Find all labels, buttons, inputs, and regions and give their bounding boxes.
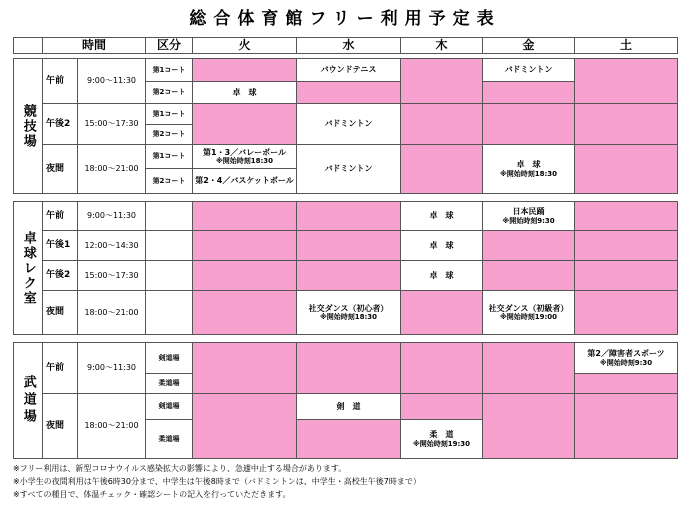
slot-gym-afternoon2-wed [296, 103, 401, 145]
slot-tt-afternoon1-wed [296, 230, 401, 261]
footnote-1: ※フリー利用は、新型コロナウイルス感染拡大の影響により、急遽中止する場合があります。 [13, 464, 347, 473]
slot-budo-night-tue [192, 393, 297, 459]
slot-tt-morning-fri [482, 201, 575, 231]
time-tt-afternoon2: 15:00～17:30 [77, 260, 146, 291]
sub-budo-morning-kendo: 剣道場 [145, 342, 193, 374]
slot-gym-morning-fri-c2 [482, 81, 575, 104]
slot-tt-morning-wed [296, 201, 401, 231]
slot-budo-morning-sat-kendo [574, 342, 678, 374]
slot-gym-afternoon2-tue [192, 103, 297, 145]
event-label: バドミントン [324, 119, 373, 129]
header-division: 区分 [145, 37, 193, 54]
facility-gym [13, 58, 43, 194]
facility-budo [13, 342, 43, 459]
event-note: ※開始時刻19:30 [412, 439, 471, 448]
event-note: ※開始時刻9:30 [502, 216, 555, 225]
period-tt-night: 夜間 [42, 290, 78, 335]
slot-gym-morning-wed-c1 [296, 58, 401, 82]
period-tt-afternoon2: 午後2 [42, 260, 78, 291]
slot-tt-afternoon2-thu [400, 260, 483, 291]
event-label: 卓 球 [429, 270, 454, 280]
header-day-wed: 水 [296, 37, 401, 54]
slot-budo-morning-tue [192, 342, 297, 394]
sub-tt-morning [145, 201, 193, 231]
slot-tt-night-wed [296, 290, 401, 335]
slot-gym-morning-tue-c1 [192, 58, 297, 82]
sub-gym-night-court1: 第1コート [145, 144, 193, 169]
slot-tt-afternoon1-tue [192, 230, 297, 261]
slot-gym-night-fri [482, 144, 575, 194]
period-budo-morning: 午前 [42, 342, 78, 394]
sub-gym-morning-court1: 第1コート [145, 58, 193, 82]
event-label: 第2・4／バスケットボール [195, 176, 294, 186]
page-title: 総合体育館フリー利用予定表 [189, 9, 501, 29]
slot-budo-night-thu-judo [400, 419, 483, 459]
sub-budo-night-judo: 柔道場 [145, 419, 193, 459]
period-tt-morning: 午前 [42, 201, 78, 231]
slot-gym-morning-tue-c2 [192, 81, 297, 104]
slot-gym-morning-wed-c2 [296, 81, 401, 104]
event-note: ※開始時刻9:30 [599, 358, 653, 367]
sub-gym-morning-court2: 第2コート [145, 81, 193, 104]
time-gym-afternoon2: 15:00～17:30 [77, 103, 146, 145]
slot-budo-night-thu-kendo [400, 393, 483, 420]
sub-gym-afternoon2-court1: 第1コート [145, 103, 193, 125]
event-label: 日本民踊 [512, 207, 545, 217]
slot-budo-night-wed-kendo [296, 393, 401, 420]
period-budo-night: 夜間 [42, 393, 78, 459]
slot-tt-afternoon2-sat [574, 260, 678, 291]
event-note: ※開始時刻18:30 [215, 157, 274, 166]
slot-tt-afternoon2-fri [482, 260, 575, 291]
time-tt-night: 18:00～21:00 [77, 290, 146, 335]
slot-gym-night-tue-c1 [192, 144, 297, 169]
event-label: 第1・3／バレーボール [203, 147, 286, 157]
event-label: バウンドテニス [320, 65, 377, 75]
slot-gym-night-tue-c2 [192, 168, 297, 194]
event-label: 卓 球 [429, 240, 454, 250]
event-label: 卓 球 [516, 160, 541, 170]
event-label: 社交ダンス（初心者） [308, 303, 389, 313]
time-tt-morning: 9:00～11:30 [77, 201, 146, 231]
slot-gym-night-thu [400, 144, 483, 194]
sub-tt-night [145, 290, 193, 335]
slot-tt-afternoon1-fri [482, 230, 575, 261]
slot-budo-morning-fri [482, 342, 575, 394]
time-budo-night: 18:00～21:00 [77, 393, 146, 459]
header-facility-blank [13, 37, 43, 54]
header-day-fri: 金 [482, 37, 575, 54]
event-label: 柔 道 [429, 430, 454, 440]
facility-tt-label: 卓球レク室 [20, 230, 36, 306]
facility-table-tennis [13, 201, 43, 335]
event-label: バドミントン [504, 65, 553, 75]
footnote-3: ※すべての種目で、体温チェック・確認シートの記入を行っていただきます。 [13, 490, 291, 499]
slot-gym-morning-fri-c1 [482, 58, 575, 82]
slot-gym-night-sat [574, 144, 678, 194]
event-label: 剣 道 [336, 401, 361, 411]
header-time: 時間 [42, 37, 146, 54]
slot-gym-afternoon2-thu [400, 103, 483, 145]
slot-gym-afternoon2-sat [574, 103, 678, 145]
period-tt-afternoon1: 午後1 [42, 230, 78, 261]
slot-budo-morning-wed [296, 342, 401, 394]
slot-tt-afternoon2-tue [192, 260, 297, 291]
facility-budo-label: 武道場 [20, 375, 36, 426]
slot-gym-morning-sat [574, 58, 678, 104]
slot-gym-night-wed [296, 144, 401, 194]
slot-tt-afternoon1-sat [574, 230, 678, 261]
sub-gym-afternoon2-court2: 第2コート [145, 124, 193, 145]
sub-gym-night-court2: 第2コート [145, 168, 193, 194]
slot-budo-night-wed-judo [296, 419, 401, 459]
footnote-2: ※小学生の夜間利用は午後6時30分まで、中学生は午後8時まで（バドミントンは、中学生・高校生午後7時まで） [13, 477, 421, 486]
period-gym-afternoon2: 午後2 [42, 103, 78, 145]
event-note: ※開始時刻18:30 [319, 313, 378, 322]
slot-tt-morning-tue [192, 201, 297, 231]
event-label: 卓 球 [429, 211, 454, 221]
time-gym-morning: 9:00～11:30 [77, 58, 146, 104]
header-day-thu: 木 [400, 37, 483, 54]
event-label: 卓 球 [232, 87, 257, 97]
slot-tt-afternoon2-wed [296, 260, 401, 291]
slot-tt-night-fri [482, 290, 575, 335]
slot-tt-night-sat [574, 290, 678, 335]
period-gym-night: 夜間 [42, 144, 78, 194]
sub-tt-afternoon1 [145, 230, 193, 261]
event-label: 第2／障害者スポーツ [587, 349, 665, 359]
slot-tt-night-tue [192, 290, 297, 335]
event-label: バドミントン [324, 164, 373, 174]
time-tt-afternoon1: 12:00～14:30 [77, 230, 146, 261]
slot-gym-afternoon2-fri [482, 103, 575, 145]
event-note: ※開始時刻18:30 [499, 169, 558, 178]
time-budo-morning: 9:00～11:30 [77, 342, 146, 394]
time-gym-night: 18:00～21:00 [77, 144, 146, 194]
slot-budo-morning-thu [400, 342, 483, 394]
slot-tt-night-thu [400, 290, 483, 335]
slot-tt-afternoon1-thu [400, 230, 483, 261]
event-label: 社交ダンス（初級者） [488, 303, 569, 313]
facility-gym-label: 競技場 [20, 103, 36, 149]
header-day-sat: 土 [574, 37, 678, 54]
slot-gym-morning-thu [400, 58, 483, 104]
slot-budo-morning-sat-judo [574, 373, 678, 394]
sub-budo-morning-judo: 柔道場 [145, 373, 193, 394]
slot-tt-morning-sat [574, 201, 678, 231]
sub-budo-night-kendo: 剣道場 [145, 393, 193, 420]
slot-budo-night-sat [574, 393, 678, 459]
header-day-tue: 火 [192, 37, 297, 54]
period-gym-morning: 午前 [42, 58, 78, 104]
slot-budo-night-fri [482, 393, 575, 459]
event-note: ※開始時刻19:00 [499, 313, 558, 322]
slot-tt-morning-thu [400, 201, 483, 231]
sub-tt-afternoon2 [145, 260, 193, 291]
